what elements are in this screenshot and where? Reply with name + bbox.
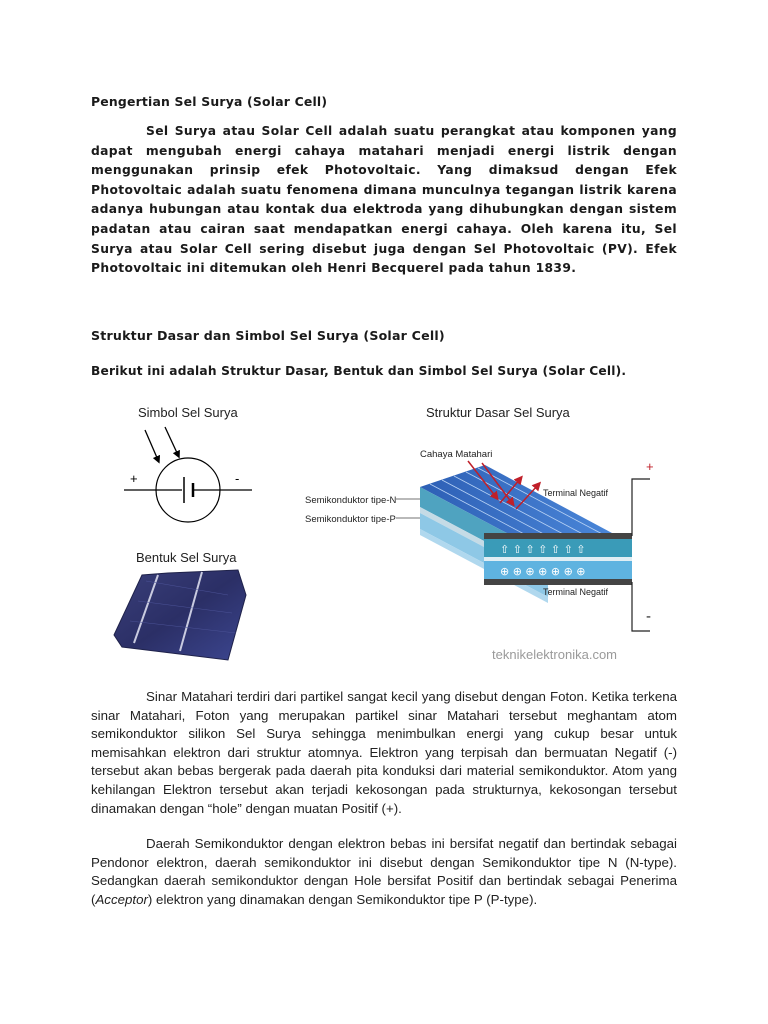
svg-text:⊕ ⊕ ⊕ ⊕ ⊕ ⊕ ⊕: ⊕ ⊕ ⊕ ⊕ ⊕ ⊕ ⊕ xyxy=(500,565,586,578)
solar-cell-image xyxy=(114,570,246,660)
shape-title: Bentuk Sel Surya xyxy=(136,550,237,565)
symbol-plus: + xyxy=(130,471,138,486)
watermark: teknikelektronika.com xyxy=(492,647,617,662)
solar-cell-figure xyxy=(100,395,670,675)
terminal-minus: - xyxy=(646,608,651,625)
paragraph-definition-text: Sel Surya atau Solar Cell adalah suatu perangkat atau komponen yang dapat mengubah energi cahaya matahari menjadi energi listrik dengan menggunakan prinsip efek Photovoltaic. Yang dimaksud dengan Efek Photovoltaic adalah suatu fenomena dimana munculnya tegangan listrik karena adanya hubungan atau kontak dua elektroda yang dihubungkan dengan sistem padatan atau cairan saat mendapatkan energi cahaya. Oleh karena itu, Sel Surya atau Solar Cell sering disebut juga dengan Sel Photovoltaic (PV). Efek Photovoltaic ini ditemukan oleh Henri Becquerel pada tahun 1839. xyxy=(91,124,677,276)
paragraph-definition xyxy=(91,122,677,279)
svg-text:⇧ ⇧ ⇧ ⇧ ⇧ ⇧ ⇧: ⇧ ⇧ ⇧ ⇧ ⇧ ⇧ ⇧ xyxy=(500,543,586,556)
sunlight-label: Cahaya Matahari xyxy=(420,449,493,460)
p-type-label: Semikonduktor tipe-P xyxy=(305,514,396,525)
terminal-negatif-bottom: Terminal Negatif xyxy=(543,587,609,597)
structure-title: Struktur Dasar Sel Surya xyxy=(426,405,570,420)
heading-pengertian: Pengertian Sel Surya (Solar Cell) xyxy=(91,94,328,109)
terminal-plus: + xyxy=(646,459,654,474)
terminal-negatif-top: Terminal Negatif xyxy=(543,488,609,498)
solar-symbol xyxy=(124,427,252,522)
subheading-struktur: Berikut ini adalah Struktur Dasar, Bentuk dan Simbol Sel Surya (Solar Cell). xyxy=(91,364,627,378)
paragraph-semiconductor xyxy=(91,835,677,909)
paragraph-photon-text: Sinar Matahari terdiri dari partikel sangat kecil yang disebut dengan Foton. Ketika terkena sinar Matahari, Foton yang merupakan partikel sinar Matahari tersebut meghantam atom semikonduktor silikon Sel Surya sehingga menimbulkan energi yang cukup besar untuk memisahkan elektron dari struktur atomnya. Elektron yang terpisah dan bermuatan Negatif (-) tersebut akan bebas bergerak pada daerah pita konduksi dari material semikonduktor. Atom yang kehilangan Elektron tersebut akan terjadi kekosongan pada strukturnya, kekosongan tersebut dinamakan dengan “hole” dengan muatan Positif (+). xyxy=(91,689,677,816)
cell-structure xyxy=(420,461,650,631)
paragraph-photon xyxy=(91,688,677,818)
paragraph-semiconductor-text-1: Daerah Semikonduktor dengan elektron bebas ini bersifat negatif dan bertindak sebagai Pendonor elektron, daerah semikonduktor ini disebut dengan Semikonduktor tipe N (N-type). Sedangkan daerah semikonduktor dengan Hole bersifat Positif dan bertindak sebagai Penerima ( xyxy=(91,836,677,907)
acceptor-term: Acceptor xyxy=(95,891,148,907)
heading-struktur: Struktur Dasar dan Simbol Sel Surya (Solar Cell) xyxy=(91,328,445,343)
paragraph-semiconductor-text-2: ) elektron yang dinamakan dengan Semikonduktor tipe P (P-type). xyxy=(147,891,538,907)
symbol-minus: - xyxy=(235,471,240,486)
symbol-title: Simbol Sel Surya xyxy=(138,405,238,420)
n-type-label: Semikonduktor tipe-N xyxy=(305,495,397,506)
